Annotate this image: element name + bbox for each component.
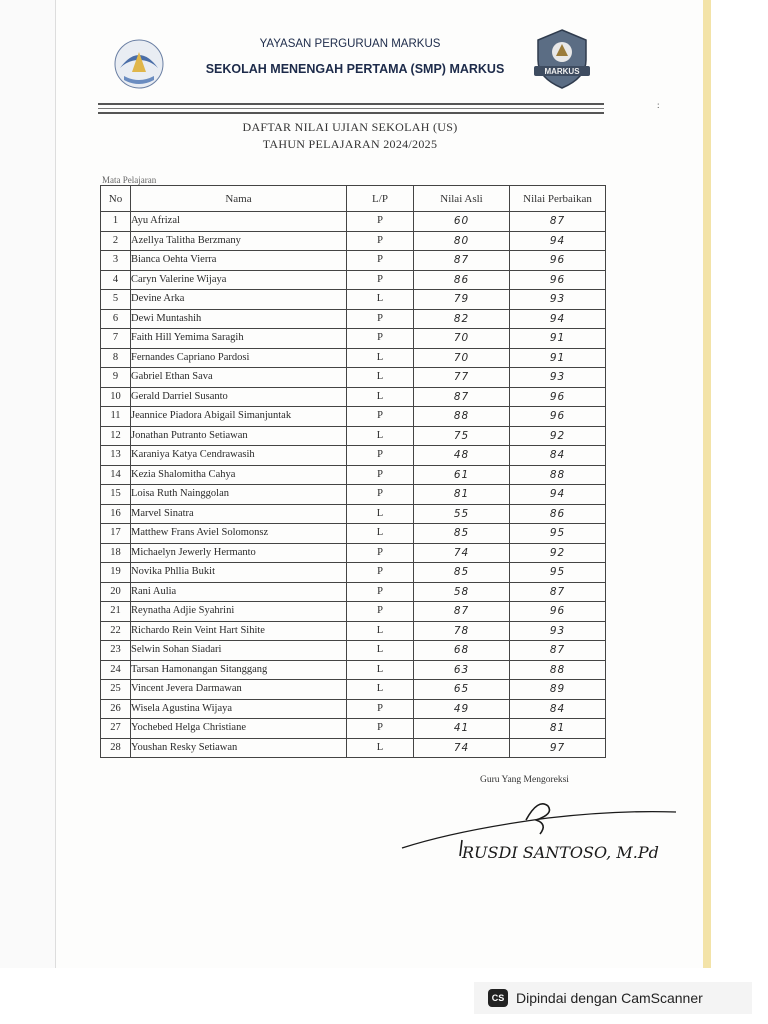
table-row	[101, 621, 606, 641]
original-grade: 65	[414, 680, 510, 700]
row-number: 20	[101, 582, 131, 602]
row-number: 1	[101, 212, 131, 232]
table-row	[101, 426, 606, 446]
row-number: 28	[101, 738, 131, 758]
column-header-original-grade: Nilai Asli	[414, 186, 510, 212]
corrected-grade: 84	[510, 699, 606, 719]
student-name: Caryn Valerine Wijaya	[131, 270, 347, 290]
student-name: Wisela Agustina Wijaya	[131, 699, 347, 719]
row-number: 4	[101, 270, 131, 290]
row-number: 16	[101, 504, 131, 524]
table-row	[101, 602, 606, 622]
header-rule	[98, 112, 604, 114]
student-name: Gabriel Ethan Sava	[131, 368, 347, 388]
original-grade: 74	[414, 543, 510, 563]
corrected-grade: 92	[510, 426, 606, 446]
table-row	[101, 465, 606, 485]
scanner-footer	[474, 982, 752, 1014]
row-number: 14	[101, 465, 131, 485]
scan-margin	[0, 0, 55, 968]
student-name: Jonathan Putranto Setiawan	[131, 426, 347, 446]
row-number: 9	[101, 368, 131, 388]
student-gender: L	[347, 641, 414, 661]
corrected-grade: 87	[510, 212, 606, 232]
student-gender: P	[347, 446, 414, 466]
table-row	[101, 485, 606, 505]
side-mark: :	[657, 100, 660, 110]
table-row	[101, 680, 606, 700]
student-gender: L	[347, 290, 414, 310]
row-number: 10	[101, 387, 131, 407]
table-row	[101, 504, 606, 524]
table-row	[101, 290, 606, 310]
student-gender: L	[347, 348, 414, 368]
corrected-grade: 94	[510, 309, 606, 329]
corrected-grade: 94	[510, 231, 606, 251]
column-header-name: Nama	[131, 186, 347, 212]
corrected-grade: 92	[510, 543, 606, 563]
school-crest-icon	[532, 28, 592, 90]
row-number: 15	[101, 485, 131, 505]
original-grade: 88	[414, 407, 510, 427]
original-grade: 68	[414, 641, 510, 661]
teacher-signature-icon	[398, 790, 688, 870]
student-gender: L	[347, 387, 414, 407]
student-name: Bianca Oehta Vierra	[131, 251, 347, 271]
student-gender: L	[347, 426, 414, 446]
table-row	[101, 719, 606, 739]
row-number: 27	[101, 719, 131, 739]
crest-label: MARKUS	[544, 67, 580, 76]
corrected-grade: 87	[510, 582, 606, 602]
school-name: SEKOLAH MENENGAH PERTAMA (SMP) MARKUS	[205, 62, 505, 76]
student-gender: P	[347, 270, 414, 290]
original-grade: 87	[414, 387, 510, 407]
corrected-grade: 96	[510, 407, 606, 427]
table-row	[101, 348, 606, 368]
student-gender: P	[347, 602, 414, 622]
row-number: 6	[101, 309, 131, 329]
original-grade: 41	[414, 719, 510, 739]
student-gender: L	[347, 368, 414, 388]
original-grade: 87	[414, 251, 510, 271]
row-number: 11	[101, 407, 131, 427]
table-row	[101, 231, 606, 251]
corrected-grade: 91	[510, 348, 606, 368]
original-grade: 86	[414, 270, 510, 290]
table-header-row	[101, 186, 606, 212]
corrected-grade: 96	[510, 602, 606, 622]
original-grade: 49	[414, 699, 510, 719]
camscanner-icon: CS	[488, 989, 508, 1007]
row-number: 13	[101, 446, 131, 466]
row-number: 8	[101, 348, 131, 368]
student-gender: L	[347, 680, 414, 700]
original-grade: 80	[414, 231, 510, 251]
column-header-lp: L/P	[347, 186, 414, 212]
table-row	[101, 270, 606, 290]
student-gender: P	[347, 309, 414, 329]
student-name: Novika Phllia Bukit	[131, 563, 347, 583]
original-grade: 78	[414, 621, 510, 641]
table-row	[101, 251, 606, 271]
row-number: 3	[101, 251, 131, 271]
original-grade: 70	[414, 348, 510, 368]
student-gender: P	[347, 465, 414, 485]
student-name: Rani Aulia	[131, 582, 347, 602]
row-number: 2	[101, 231, 131, 251]
corrected-grade: 94	[510, 485, 606, 505]
corrected-grade: 93	[510, 368, 606, 388]
original-grade: 58	[414, 582, 510, 602]
student-name: Tarsan Hamonangan Sitanggang	[131, 660, 347, 680]
student-gender: P	[347, 212, 414, 232]
student-name: Ayu Afrizal	[131, 212, 347, 232]
original-grade: 81	[414, 485, 510, 505]
original-grade: 85	[414, 524, 510, 544]
row-number: 26	[101, 699, 131, 719]
original-grade: 60	[414, 212, 510, 232]
student-gender: L	[347, 621, 414, 641]
student-gender: P	[347, 329, 414, 349]
student-gender: L	[347, 738, 414, 758]
corrected-grade: 86	[510, 504, 606, 524]
student-name: Kezia Shalomitha Cahya	[131, 465, 347, 485]
student-gender: L	[347, 504, 414, 524]
student-name: Azellya Talitha Berzmany	[131, 231, 347, 251]
student-name: Karaniya Katya Cendrawasih	[131, 446, 347, 466]
student-gender: P	[347, 543, 414, 563]
original-grade: 70	[414, 329, 510, 349]
table-row	[101, 212, 606, 232]
original-grade: 85	[414, 563, 510, 583]
corrected-grade: 81	[510, 719, 606, 739]
table-row	[101, 582, 606, 602]
corrected-grade: 96	[510, 251, 606, 271]
row-number: 21	[101, 602, 131, 622]
row-number: 17	[101, 524, 131, 544]
original-grade: 63	[414, 660, 510, 680]
student-name: Yochebed Helga Christiane	[131, 719, 347, 739]
scanner-footer-text: Dipindai dengan CamScanner	[516, 990, 703, 1006]
document-title: DAFTAR NILAI UJIAN SEKOLAH (US)	[242, 120, 458, 134]
table-row	[101, 641, 606, 661]
row-number: 12	[101, 426, 131, 446]
student-name: Gerald Darriel Susanto	[131, 387, 347, 407]
student-name: Fernandes Capriano Pardosi	[131, 348, 347, 368]
original-grade: 79	[414, 290, 510, 310]
student-gender: P	[347, 231, 414, 251]
student-name: Michaelyn Jewerly Hermanto	[131, 543, 347, 563]
teacher-label: Guru Yang Mengoreksi	[480, 775, 569, 785]
original-grade: 61	[414, 465, 510, 485]
student-name: Jeannice Piadora Abigail Simanjuntak	[131, 407, 347, 427]
corrected-grade: 96	[510, 270, 606, 290]
document-subtitle: TAHUN PELAJARAN 2024/2025	[262, 137, 438, 151]
student-gender: P	[347, 407, 414, 427]
table-row	[101, 563, 606, 583]
student-name: Matthew Frans Aviel Solomonsz	[131, 524, 347, 544]
table-row	[101, 543, 606, 563]
row-number: 5	[101, 290, 131, 310]
row-number: 7	[101, 329, 131, 349]
student-name: Devine Arka	[131, 290, 347, 310]
table-row	[101, 524, 606, 544]
original-grade: 77	[414, 368, 510, 388]
original-grade: 74	[414, 738, 510, 758]
original-grade: 82	[414, 309, 510, 329]
student-name: Faith Hill Yemima Saragih	[131, 329, 347, 349]
student-name: Reynatha Adjie Syahrini	[131, 602, 347, 622]
column-header-corrected-grade: Nilai Perbaikan	[510, 186, 606, 212]
original-grade: 55	[414, 504, 510, 524]
student-name: Vincent Jevera Darmawan	[131, 680, 347, 700]
student-gender: P	[347, 563, 414, 583]
student-gender: P	[347, 699, 414, 719]
student-name: Marvel Sinatra	[131, 504, 347, 524]
corrected-grade: 87	[510, 641, 606, 661]
column-header-no: No	[101, 186, 131, 212]
student-gender: P	[347, 582, 414, 602]
ministry-emblem-icon	[110, 38, 168, 90]
row-number: 24	[101, 660, 131, 680]
student-gender: L	[347, 524, 414, 544]
student-name: Dewi Muntashih	[131, 309, 347, 329]
student-name: Loisa Ruth Nainggolan	[131, 485, 347, 505]
row-number: 25	[101, 680, 131, 700]
row-number: 23	[101, 641, 131, 661]
table-row	[101, 738, 606, 758]
corrected-grade: 88	[510, 660, 606, 680]
subject-label: Mata Pelajaran	[102, 175, 157, 185]
original-grade: 75	[414, 426, 510, 446]
student-name: Youshan Resky Setiawan	[131, 738, 347, 758]
corrected-grade: 88	[510, 465, 606, 485]
original-grade: 87	[414, 602, 510, 622]
table-row	[101, 660, 606, 680]
table-row	[101, 329, 606, 349]
student-gender: L	[347, 660, 414, 680]
corrected-grade: 93	[510, 621, 606, 641]
corrected-grade: 96	[510, 387, 606, 407]
table-row	[101, 446, 606, 466]
header-rule	[98, 103, 604, 105]
table-row	[101, 407, 606, 427]
row-number: 19	[101, 563, 131, 583]
corrected-grade: 95	[510, 524, 606, 544]
table-body	[101, 212, 606, 758]
student-name: Selwin Sohan Siadari	[131, 641, 347, 661]
table-row	[101, 699, 606, 719]
student-gender: P	[347, 485, 414, 505]
table-row	[101, 387, 606, 407]
table-row	[101, 309, 606, 329]
row-number: 22	[101, 621, 131, 641]
grades-table	[100, 185, 606, 758]
student-gender: P	[347, 719, 414, 739]
corrected-grade: 93	[510, 290, 606, 310]
student-name: Richardo Rein Veint Hart Sihite	[131, 621, 347, 641]
corrected-grade: 95	[510, 563, 606, 583]
corrected-grade: 89	[510, 680, 606, 700]
header-rule	[98, 108, 604, 109]
corrected-grade: 84	[510, 446, 606, 466]
table-row	[101, 368, 606, 388]
student-gender: P	[347, 251, 414, 271]
corrected-grade: 91	[510, 329, 606, 349]
signature-name: RUSDI SANTOSO, M.Pd	[462, 843, 659, 862]
corrected-grade: 97	[510, 738, 606, 758]
row-number: 18	[101, 543, 131, 563]
foundation-name: YAYASAN PERGURUAN MARKUS	[259, 38, 441, 50]
original-grade: 48	[414, 446, 510, 466]
